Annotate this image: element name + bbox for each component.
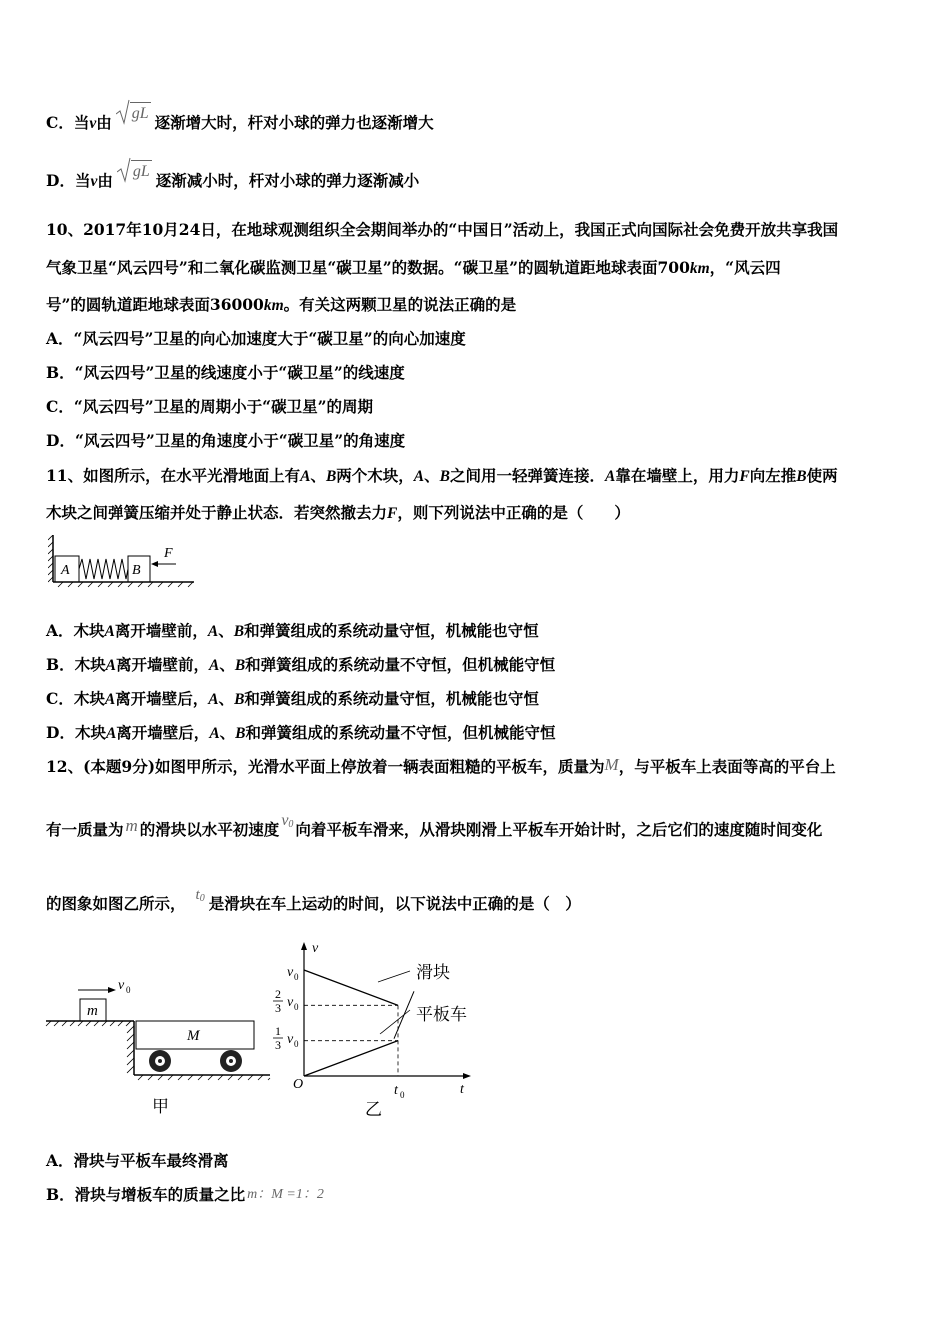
var-f: F xyxy=(387,505,398,522)
text: 的图象如图乙所示， xyxy=(46,894,186,913)
q9-option-c xyxy=(46,105,434,135)
cart-velocity-line xyxy=(304,1041,398,1076)
text: 。有关这两颗卫星的说法正确的是 xyxy=(283,295,517,314)
tick-one-third-v0: v xyxy=(287,1032,294,1047)
radicand: gL xyxy=(131,160,152,183)
var-b: B xyxy=(234,657,246,674)
text: 离开墙壁后， xyxy=(116,723,210,742)
q11-spring-figure xyxy=(48,535,198,590)
var-a: A xyxy=(105,725,117,742)
option-prefix: D．当 xyxy=(46,171,91,190)
tick-v0: v xyxy=(287,965,294,980)
var-a: A xyxy=(104,623,115,640)
q12-stem-line3 xyxy=(46,887,581,918)
text: 12、(本题9分)如图甲所示，光滑水平面上停放着一辆表面粗糙的平板车，质量为 xyxy=(46,757,605,776)
text: 和弹簧组成的系统动量不守恒，但机械能守恒 xyxy=(245,655,556,674)
text: 是滑块在车上运动的时间，以下说法中正确的是（ ） xyxy=(208,894,581,913)
tick-frac-two-den: 3 xyxy=(275,1001,281,1015)
force-arrow-icon xyxy=(151,561,158,567)
var-v0: v xyxy=(281,812,289,829)
text: D．木块 xyxy=(46,723,106,742)
slider-velocity-line xyxy=(304,970,398,1005)
var-a: A xyxy=(207,623,219,640)
var-b: B xyxy=(234,691,245,708)
tick-frac-one-num: 1 xyxy=(275,1024,281,1038)
q11-option-a xyxy=(46,620,539,643)
q12-stem-line2 xyxy=(46,812,823,844)
q12-option-a: A．滑块与平板车最终滑离 xyxy=(46,1151,229,1170)
option-text: 逐渐减小时，杆对小球的弹力逐渐减小 xyxy=(155,171,420,190)
option-prefix: C．当 xyxy=(46,113,90,132)
origin-label: O xyxy=(293,1077,304,1092)
q11-stem-line2 xyxy=(46,502,630,525)
radicand: gL xyxy=(130,102,151,125)
cart-curve-label: 平板车 xyxy=(416,1005,467,1024)
text: ，“风云四 xyxy=(709,258,781,277)
q11-option-b xyxy=(46,654,555,677)
unit-km: km xyxy=(263,297,284,314)
figure-caption-jia: 甲 xyxy=(152,1097,169,1116)
var-a: A xyxy=(209,725,220,742)
cart-wheel-right xyxy=(220,1050,242,1072)
radical-sign-icon xyxy=(116,99,130,125)
text: 之间用一轻弹簧连接． xyxy=(450,466,606,485)
var-t0-sub: 0 xyxy=(199,893,205,904)
text: 木块之间弹簧压缩并处于静止状态．若突然撤去力 xyxy=(46,503,388,522)
velocity-label-sub: 0 xyxy=(126,985,131,995)
text: 离开墙壁前， xyxy=(114,621,208,640)
vt-plot-area xyxy=(304,970,414,1076)
var-t0: t xyxy=(195,887,200,903)
text: 向着平板车滑来，从滑块刚滑上平板车开始计时，之后它们的速度随时间变化 xyxy=(295,820,823,839)
var-b: B xyxy=(325,468,337,485)
spring xyxy=(79,559,128,579)
block-b-label: B xyxy=(132,563,141,578)
var-m-slider: m xyxy=(125,816,138,835)
radical-sign-icon xyxy=(117,157,131,183)
cart-leader xyxy=(380,1010,410,1034)
text: 11、如图所示，在水平光滑地面上有 xyxy=(46,466,301,485)
q10-option-d: D．“风云四号”卫星的角速度小于“碳卫星”的角速度 xyxy=(46,431,406,450)
platform-side-hatch xyxy=(127,1026,134,1073)
sqrt-gl xyxy=(116,102,151,125)
text: 、 xyxy=(219,723,236,742)
q10-stem-line3 xyxy=(46,294,516,317)
force-label: F xyxy=(164,546,173,561)
option-text: 由 xyxy=(97,171,113,190)
v-axis-label: v xyxy=(312,941,319,956)
var-v: v xyxy=(89,115,97,132)
var-a: A xyxy=(605,468,616,485)
tick-t0: t xyxy=(394,1083,398,1098)
v-axis-arrow-icon xyxy=(301,942,307,950)
var-a: A xyxy=(105,657,116,674)
q10-stem-line1: 10、2017年10月24日，在地球观测组织全会期间举办的“中国日”活动上，我国正式向国际社会免费开放共享我国 xyxy=(46,220,839,239)
text: 靠在墙壁上，用力 xyxy=(615,466,740,485)
var-v0-sub: 0 xyxy=(288,819,294,830)
text: 离开墙壁后， xyxy=(115,689,209,708)
t-axis-arrow-icon xyxy=(463,1073,471,1079)
var-b: B xyxy=(235,725,246,742)
q10-option-b: B．“风云四号”卫星的线速度小于“碳卫星”的线速度 xyxy=(46,363,405,382)
text: ，则下列说法中正确的是（ ） xyxy=(397,503,630,522)
text: 使两 xyxy=(806,466,838,485)
text: 的滑块以水平初速度 xyxy=(139,820,280,839)
text: 离开墙壁前， xyxy=(115,655,209,674)
text: 向左推 xyxy=(749,466,797,485)
q12-stem-line1 xyxy=(46,756,836,778)
velocity-arrow-icon xyxy=(108,987,116,993)
text: 、 xyxy=(219,655,235,674)
text: 和弹簧组成的系统动量不守恒，但机械能守恒 xyxy=(245,723,556,742)
q10-option-a: A．“风云四号”卫星的向心加速度大于“碳卫星”的向心加速度 xyxy=(46,329,466,348)
var-a: A xyxy=(208,657,220,674)
q11-option-c xyxy=(46,688,539,711)
sqrt-gl xyxy=(117,160,152,183)
text: 两个木块， xyxy=(336,466,414,485)
var-b: B xyxy=(439,468,450,485)
text: C．木块 xyxy=(46,689,105,708)
text: 和弹簧组成的系统动量守恒，机械能也守恒 xyxy=(244,689,539,708)
option-text: 由 xyxy=(96,113,112,132)
var-v: v xyxy=(90,173,98,190)
var-f: F xyxy=(739,468,750,485)
var-a: A xyxy=(208,691,219,708)
tick-t0-sub: 0 xyxy=(400,1090,405,1100)
text: 号”的圆轨道距地球表面36000 xyxy=(46,295,264,314)
mass-ratio-math: m：M =1：2 xyxy=(247,1187,324,1202)
var-a: A xyxy=(104,691,116,708)
text: 有一质量为 xyxy=(46,820,124,839)
tick-two-thirds-v0: v xyxy=(287,995,294,1010)
text: B．滑块与增板车的质量之比 xyxy=(46,1185,246,1204)
q10-option-c: C．“风云四号”卫星的周期小于“碳卫星”的周期 xyxy=(46,397,373,416)
var-m-cart: M xyxy=(604,755,619,774)
text: B．木块 xyxy=(46,655,106,674)
var-b: B xyxy=(233,623,245,640)
q12-figure-cart xyxy=(42,965,277,1120)
cart-wheel-left xyxy=(149,1050,171,1072)
figure-caption-yi: 乙 xyxy=(365,1100,382,1119)
unit-km: km xyxy=(689,260,710,277)
q11-option-d xyxy=(46,722,556,745)
block-a-label: A xyxy=(61,563,70,578)
text: ，与平板车上表面等高的平台上 xyxy=(618,757,836,776)
cart-label: M xyxy=(187,1028,200,1044)
q9-option-d xyxy=(46,163,420,193)
tick-frac-two-num: 2 xyxy=(275,987,281,1001)
var-b: B xyxy=(796,468,807,485)
tick-v0-sub: 0 xyxy=(294,972,299,982)
text: 和弹簧组成的系统动量守恒，机械能也守恒 xyxy=(244,621,539,640)
slider-curve-label: 滑块 xyxy=(416,963,450,982)
slider-leader xyxy=(378,971,410,982)
velocity-label: v xyxy=(118,978,125,993)
q10-stem-line2 xyxy=(46,257,781,280)
tick-one-third-v0-sub: 0 xyxy=(294,1039,299,1049)
tick-frac-one-den: 3 xyxy=(275,1038,281,1052)
q12-option-b xyxy=(46,1184,324,1208)
text: 气象卫星“风云四号”和二氧化碳监测卫星“碳卫星”的数据。“碳卫星”的圆轨道距地球表面700 xyxy=(46,258,690,277)
var-a: A xyxy=(413,468,425,485)
option-text: 逐渐增大时，杆对小球的弹力也逐渐增大 xyxy=(154,113,434,132)
tick-two-thirds-v0-sub: 0 xyxy=(294,1002,299,1012)
text: 、 xyxy=(310,466,326,485)
q11-stem-line1 xyxy=(46,465,838,488)
var-a: A xyxy=(300,468,311,485)
text: 、 xyxy=(424,466,440,485)
slider-label: m xyxy=(87,1003,98,1019)
text: 、 xyxy=(218,689,235,708)
q12-figure-vt-graph xyxy=(270,938,485,1123)
text: A．木块 xyxy=(46,621,105,640)
text: 、 xyxy=(218,621,234,640)
t-axis-label: t xyxy=(460,1082,464,1097)
